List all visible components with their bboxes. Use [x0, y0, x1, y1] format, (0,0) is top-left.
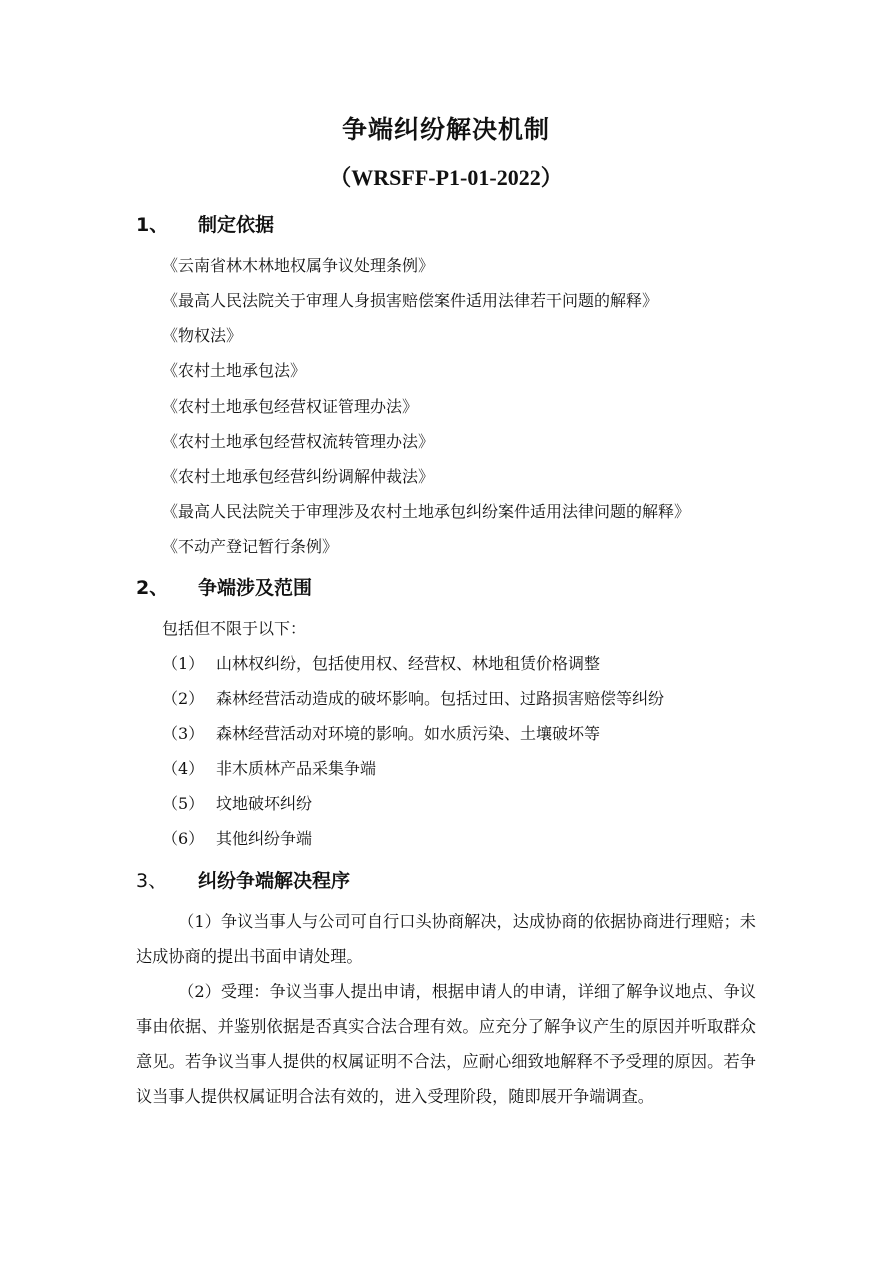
scope-item [162, 757, 376, 781]
section-title: 纠纷争端解决程序 [198, 870, 351, 892]
reference-item: 《云南省林木林地权属争议处理条例》 [162, 256, 435, 275]
reference-item: 《最高人民法院关于审理涉及农村土地承包纠纷案件适用法律问题的解释》 [162, 502, 691, 521]
section-title: 制定依据 [198, 214, 275, 236]
scope-item-label: （5） [162, 794, 205, 813]
scope-item-text: 森林经营活动对环境的影响。如水质污染、土壤破坏等 [216, 724, 601, 743]
scope-item-label: （2） [162, 689, 205, 708]
section-heading-1 [136, 211, 274, 239]
section-title: 争端涉及范围 [198, 577, 313, 599]
scope-item-text: 非木质林产品采集争端 [216, 759, 377, 778]
scope-item [162, 827, 312, 851]
section-heading-3 [136, 867, 350, 895]
reference-item: 《最高人民法院关于审理人身损害赔偿案件适用法律若干问题的解释》 [162, 291, 659, 310]
section-heading-2 [136, 574, 312, 602]
reference-item: 《农村土地承包经营权流转管理办法》 [162, 432, 435, 451]
document-code: （WRSFF-P1-01-2022） [329, 165, 563, 190]
reference-item: 《物权法》 [162, 326, 243, 345]
section-number: 2、 [136, 577, 169, 599]
scope-item-text: 坟地破坏纠纷 [216, 794, 313, 813]
procedure-paragraph: （1）争议当事人与公司可自行口头协商解决，达成协商的依据协商进行理赔；未达成协商的提出书面申请处理。 [136, 912, 756, 966]
section-number: 1、 [136, 214, 169, 236]
scope-item-text: 其他纠纷争端 [216, 829, 313, 848]
scope-item-label: （3） [162, 724, 205, 743]
scope-item [162, 792, 312, 816]
document-title: 争端纠纷解决机制 [341, 115, 550, 144]
scope-item [162, 687, 664, 711]
reference-item: 《不动产登记暂行条例》 [162, 537, 339, 556]
scope-item-label: （1） [162, 654, 205, 673]
procedure-paragraph: （2）受理：争议当事人提出申请，根据申请人的申请，详细了解争议地点、争议事由依据、并鉴别依据是否真实合法合理有效。应充分了解争议产生的原因并听取群众意见。若争议当事人提供的权属证明不合法，应耐心细致地解释不予受理的原因。若争议当事人提供权属证明合法有效的，进入受理阶段，随即展开争端调查。 [136, 982, 756, 1106]
scope-item-label: （6） [162, 829, 205, 848]
scope-item-text: 森林经营活动造成的破坏影响。包括过田、过路损害赔偿等纠纷 [216, 689, 665, 708]
reference-item: 《农村土地承包法》 [162, 361, 307, 380]
scope-intro: 包括但不限于以下： [162, 619, 307, 638]
reference-item: 《农村土地承包经营权证管理办法》 [162, 397, 419, 416]
reference-item: 《农村土地承包经营纠纷调解仲裁法》 [162, 467, 435, 486]
scope-item-label: （4） [162, 759, 205, 778]
section-number: 3、 [136, 870, 168, 892]
scope-item-text: 山林权纠纷，包括使用权、经营权、林地租赁价格调整 [216, 654, 601, 673]
scope-item [162, 652, 600, 676]
scope-item [162, 722, 600, 746]
